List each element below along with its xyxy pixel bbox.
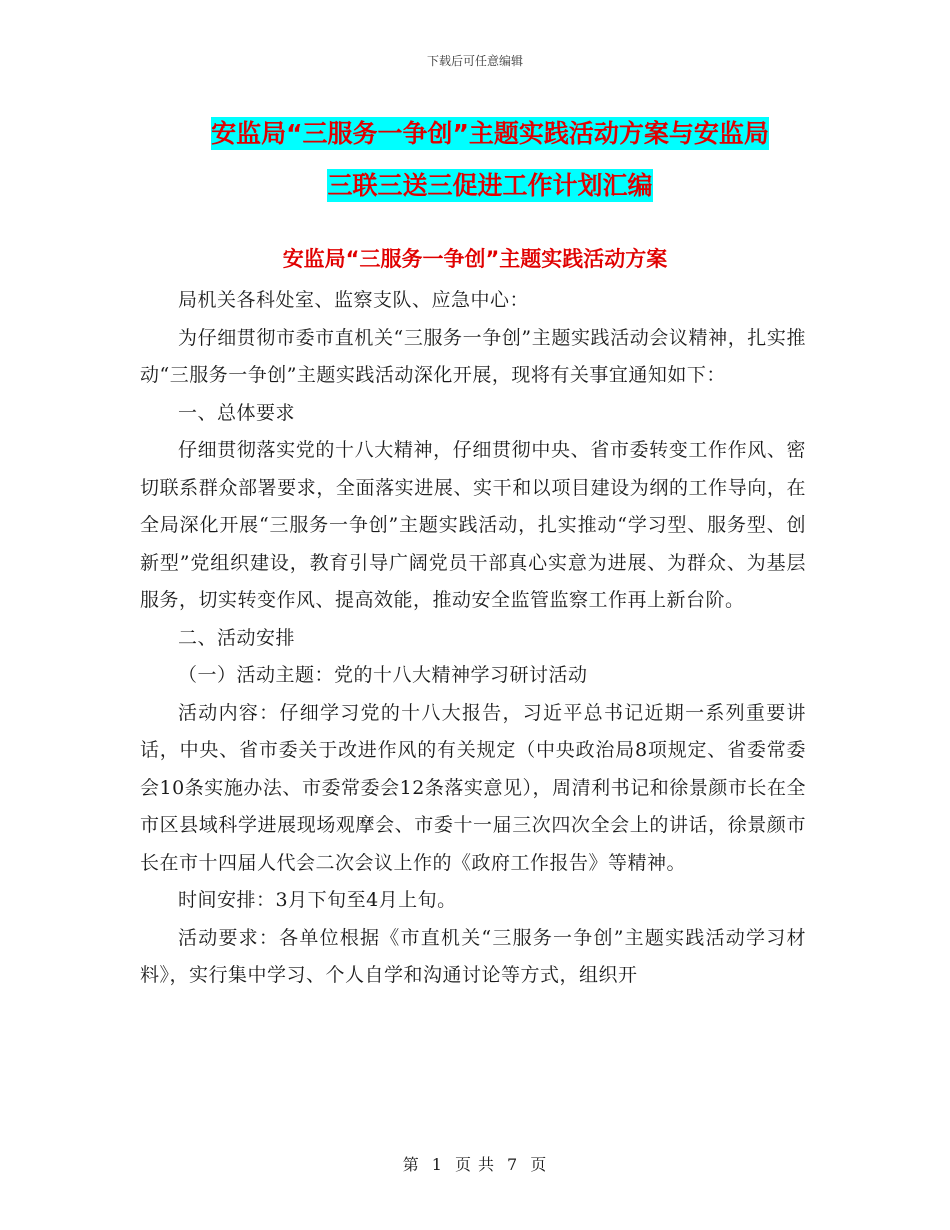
heading-activity-theme: （一）活动主题：党的十八大精神学习研讨活动 [178,664,588,686]
footer-prefix: 第 [402,1155,420,1174]
footer-total-pages: 7 [507,1155,519,1174]
body-text [140,282,806,995]
title-line-2: 三联三送三促进工作计划汇编 [327,171,653,200]
paragraph-time-arrangement: 时间安排：3月下旬至4月上旬。 [178,889,457,911]
heading-activity-arrangement: 二、活动安排 [178,626,296,649]
document-title [130,108,850,212]
paragraph-requirements: 仔细贯彻落实党的十八大精神，仔细贯彻中央、省市委转变工作作风、密切联系群众部署要求，全面落实进展、实干和以项目建设为纲的工作导向，在全局深化开展“三服务一争创”主题实践活动，扎实推动“学习型、服务型、创新型”党组织建设，教育引导广阔党员干部真心实意为进展、为群众、为基层服务，切实转变作风、提高效能，推动安全监管监察工作再上新台阶。 [140,439,806,611]
footer-page-number: 1 [431,1155,443,1174]
section-title: 安监局“三服务一争创”主题实践活动方案 [282,247,668,271]
paragraph-addressee: 局机关各科处室、监察支队、应急中心： [178,289,530,311]
page-footer [0,1152,950,1175]
heading-general-requirements: 一、总体要求 [178,401,296,424]
paragraph-intro: 为仔细贯彻市委市直机关“三服务一争创”主题实践活动会议精神，扎实推动“三服务一争创”主题实践活动深化开展，现将有关事宜通知如下： [140,326,806,386]
header-note: 下载后可任意编辑 [426,54,523,68]
paragraph-activity-content: 活动内容：仔细学习党的十八大报告，习近平总书记近期一系列重要讲话，中央、省市委关于改进作风的有关规定（中央政治局8项规定、省委常委会10条实施办法、市委常委会12条落实意见），周清利书记和徐景颜市长在全市区县域科学进展现场观摩会、市委十一届三次四次全会上的讲话，徐景颜市长在市十四届人代会二次会议上作的《政府工作报告》等精神。 [140,701,806,874]
footer-suffix: 页 [530,1155,548,1174]
footer-middle: 页 共 [454,1155,496,1174]
title-line-1: 安监局“三服务一争创”主题实践活动方案与安监局 [211,119,769,148]
paragraph-activity-requirements: 活动要求：各单位根据《市直机关“三服务一争创”主题实践活动学习材料》，实行集中学习、个人自学和沟通讨论等方式，组织开 [140,926,806,986]
